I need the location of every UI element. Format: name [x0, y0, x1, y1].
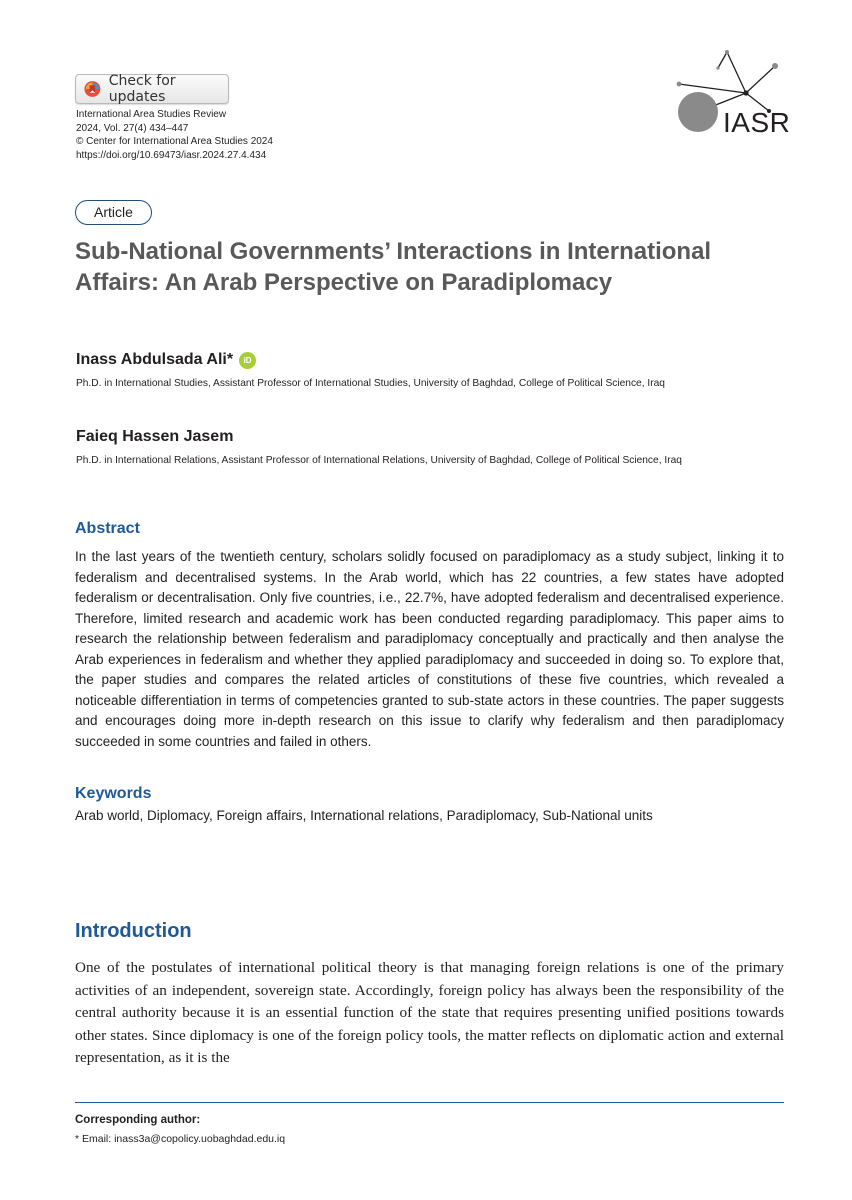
check-updates-label: Check for updates	[108, 73, 176, 105]
author-2-affiliation: Ph.D. in International Relations, Assistant Professor of International Relations, University of Baghdad, College of Political Science, Iraq	[76, 455, 682, 466]
keywords-heading: Keywords	[75, 785, 152, 802]
title-line-2: Affairs: An Arab Perspective on Paradiplomacy	[75, 269, 613, 296]
author-1-name: Inass Abdulsada Ali*	[76, 351, 234, 368]
check-for-updates-button[interactable]	[75, 74, 229, 104]
keywords-text: Arab world, Diplomacy, Foreign affairs, International relations, Paradiplomacy, Sub-National units	[75, 808, 653, 823]
check-updates-icon	[84, 80, 101, 98]
corresponding-author-email[interactable]: * Email: inass3a@copolicy.uobaghdad.edu.iq	[75, 1133, 286, 1145]
author-2-name: Faieq Hassen Jasem	[76, 428, 234, 445]
corresponding-author-label: Corresponding author:	[75, 1114, 201, 1126]
author-2	[76, 428, 233, 446]
journal-info	[76, 108, 273, 162]
iasr-logo	[668, 50, 793, 145]
paper-title	[75, 236, 775, 298]
introduction-heading: Introduction	[75, 920, 192, 942]
journal-volume: 2024, Vol. 27(4) 434–447	[76, 122, 189, 134]
journal-doi[interactable]: https://doi.org/10.69473/iasr.2024.27.4.434	[76, 149, 267, 161]
introduction-text: One of the postulates of international political theory is that managing foreign relations is one of the primary activities of an independent, sovereign state. Accordingly, foreign policy has always been the responsibility of the central authority because it is an essential function of the state that requires presenting unified positions towards other states. Since diplomacy is one of the foreign policy tools, the matter reflects on diplomatic action and external representation, as it is the	[75, 959, 784, 1066]
orcid-icon[interactable]: iD	[239, 352, 256, 369]
logo-text: IASR	[723, 107, 791, 138]
journal-copyright: © Center for International Area Studies 2024	[76, 136, 273, 147]
author-1-affiliation: Ph.D. in International Studies, Assistant Professor of International Studies, University of Baghdad, College of Political Science, Iraq	[76, 378, 665, 389]
author-1	[76, 351, 256, 369]
article-type-badge: Article	[75, 200, 152, 225]
abstract-heading: Abstract	[75, 520, 140, 537]
abstract-text: In the last years of the twentieth century, scholars solidly focused on paradiplomacy as a study subject, linking it to federalism and decentralised systems. In the Arab world, which has 22 countries, a few states have adopted federalism or decentralisation. Only five countries, i.e., 22.7%, have adopted federalism and decentralised experience. Therefore, limited research and academic work has been conducted regarding paradiplomacy. This paper aims to research the relationship between federalism and paradiplomacy conceptually and practically and then analyse the Arab experiences in federalism and whether they applied paradiplomacy and succeeded in doing so. To explore that, the paper studies and compares the related articles of constitutions of these five countries, which revealed a noticeable differentiation in terms of competencies granted to sub-state actors in these countries. The paper suggests and encourages doing more in-depth research on this issue to clarify why federalism and then paradiplomacy succeeded in some countries and failed in others.	[75, 549, 784, 749]
journal-name: International Area Studies Review	[76, 109, 227, 120]
title-line-1: Sub-National Governments’ Interactions in International	[75, 238, 712, 265]
footnote-divider	[75, 1102, 784, 1103]
